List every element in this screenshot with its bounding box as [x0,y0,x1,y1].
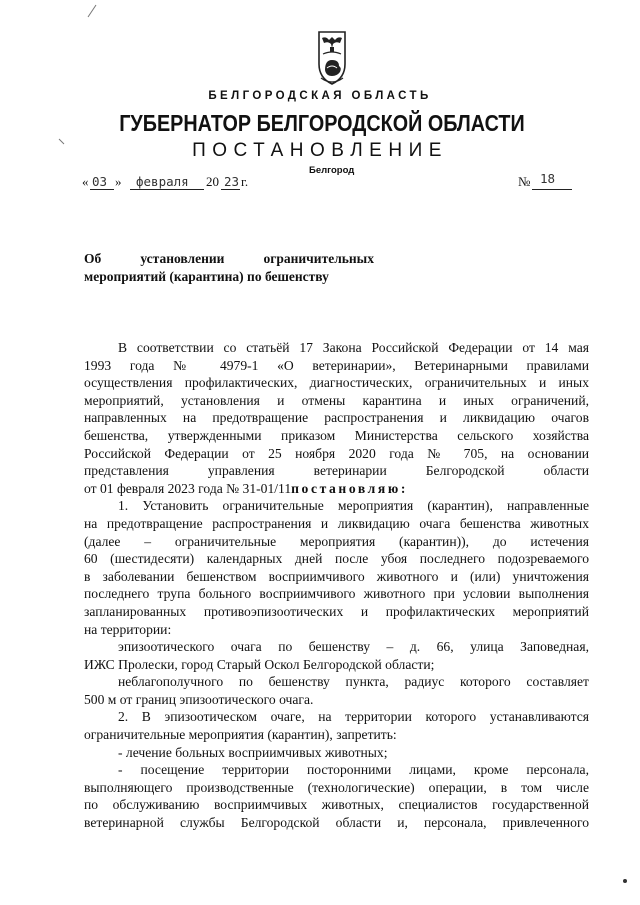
body-line: на предотвращение распространения и ликвидацию очага бешенства животных [84,515,589,531]
pen-stroke-mark [86,4,98,18]
body-line: В соответствии со статьёй 17 Закона Российской Федерации от 14 мая [118,340,589,355]
body-line: мероприятий, установления и отмены карантина и иных ограничений, [84,392,589,408]
date-year-prefix: 20 [206,174,219,189]
month-underline [130,189,204,190]
date-year-suffix: 23 [224,174,240,189]
body-line: последнего трупа больного восприимчивого животного при условии выполнения [84,586,589,602]
region-heading: БЕЛГОРОДСКАЯ ОБЛАСТЬ [208,90,432,102]
body-line: - лечение больных восприимчивых животных; [118,744,388,760]
number-label: № [518,174,531,189]
body-line: неблагополучного по бешенству пункта, радиус которого составляет [118,674,589,690]
decree-heading: ПОСТАНОВЛЕНИЕ [192,140,448,161]
document-title [84,250,374,286]
coat-of-arms-emblem [309,28,355,88]
number-value: 18 [540,171,556,186]
body-line: бешенства, утвержденными приказом Министерства сельского хозяйства [84,427,589,443]
body-line: от 01 февраля 2023 года № 31-01/11постановляю: [84,480,408,496]
body-line: запланированных противоэпизоотических и профилактических мероприятий [84,603,589,619]
body-line: представления управления ветеринарии Белгородской области [84,463,589,479]
body-line: выполняющего производственные (технологические) операции, в том числе [84,779,589,795]
document-body [84,339,589,832]
body-line: ИЖС Пролески, город Старый Оскол Белгородской области; [84,656,435,672]
body-line: осуществления профилактических, диагностических, ограничительных и иных [84,375,589,391]
body-line: 1. Установить ограничительные мероприятия (карантин), направленные [118,498,589,514]
body-line: на территории: [84,621,172,637]
number-underline [532,189,572,190]
title-line-2: мероприятий (карантина) по бешенству [84,269,329,284]
date-day: 03 [92,174,108,189]
body-line: Российской Федерации от 25 ноября 2020 года № 705, на основании [84,445,589,461]
body-line: эпизоотического очага по бешенству – д. 66, улица Заповедная, [118,639,589,655]
date-close-quote: » [115,174,122,189]
day-underline [90,189,114,190]
body-line: по обслуживанию восприимчивых животных, специалистов государственной [84,797,589,813]
date-year-unit: г. [241,174,249,189]
year-underline [221,189,240,190]
title-line-1: Об установлении ограничительных [84,251,374,266]
body-line: направленных на предотвращение распространения и ликвидацию очагов [84,410,589,426]
body-line: ограничительные мероприятия (карантин), запретить: [84,727,397,743]
city-label: Белгород [309,165,355,176]
date-month: февраля [136,174,189,189]
body-line: ветеринарной службы Белгородской области и, персонала, привлеченного [84,815,589,831]
body-line: (далее – ограничительные мероприятия (карантин)), до истечения [84,533,589,549]
body-line: - посещение территории посторонними лицами, кроме персонала, [118,762,589,778]
body-line: 60 (шестидесяти) календарных дней после убоя последнего подозреваемого [84,551,589,567]
scan-dot-mark [622,878,628,884]
body-line: 500 м от границ эпизоотического очага. [84,691,314,707]
body-line: 2. В эпизоотическом очаге, на территории которого устанавливаются [118,709,589,725]
governor-heading: ГУБЕРНАТОР БЕЛГОРОДСКОЙ ОБЛАСТИ [119,110,525,136]
body-line: в заболевании бешенством восприимчивого животного и (или) уничтожения [84,568,589,584]
body-line: 1993 года № 4979-1 «О ветеринарии», Ветеринарными правилами [84,357,589,373]
date-open-quote: « [82,174,89,189]
decree-keyword: постановляю: [291,480,408,496]
